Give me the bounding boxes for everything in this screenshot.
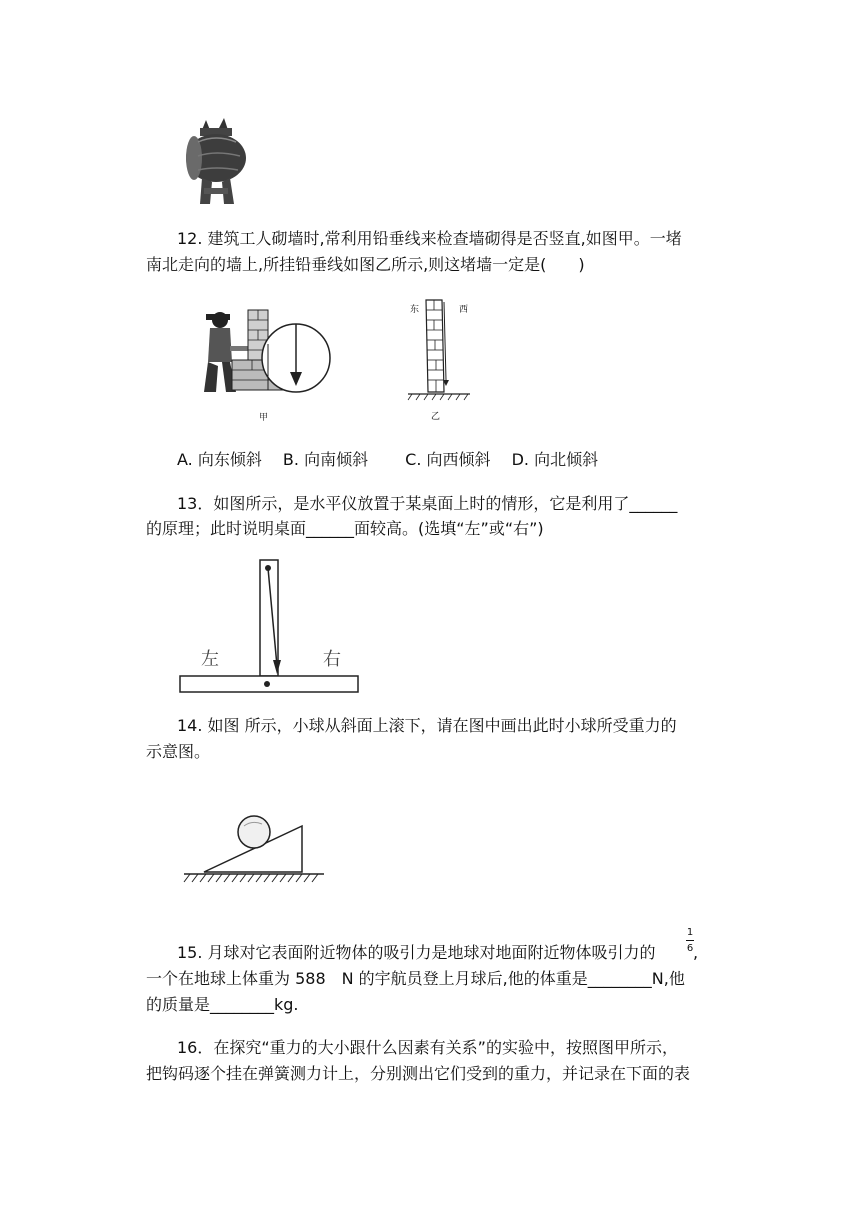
label-yi: 乙 — [431, 412, 441, 422]
q12-options: A. 向东倾斜 B. 向南倾斜 C. 向西倾斜 D. 向北倾斜 — [177, 450, 599, 469]
label-west: 西 — [459, 305, 469, 315]
q13-line2: 的原理；此时说明桌面______面较高。(选填“左”或“右”) — [146, 519, 544, 538]
q15-line3: 的质量是________kg. — [146, 995, 299, 1014]
ball-incline-figure — [182, 806, 328, 888]
q14-line2: 示意图。 — [146, 742, 211, 761]
level-instrument-figure — [178, 556, 360, 696]
q16-line2: 把钩码逐个挂在弹簧测力计上，分别测出它们受到的重力，并记录在下面的表 — [146, 1064, 691, 1083]
q15-line2: 一个在地球上体重为 588 N 的宇航员登上月球后,他的体重是________N,他 — [146, 969, 685, 988]
q14-line1: 14. 如图 所示，小球从斜面上滚下，请在图中画出此时小球所受重力的 — [177, 716, 677, 735]
q13-line1: 13．如图所示，是水平仪放置于某桌面上时的情形，它是利用了______ — [177, 494, 678, 513]
label-right: 右 — [323, 649, 341, 670]
q16-line1: 16．在探究“重力的大小跟什么因素有关系”的实验中，按照图甲所示， — [177, 1038, 678, 1057]
q15-line1: 15. 月球对它表面附近物体的吸引力是地球对地面附近物体吸引力的 — [177, 943, 656, 962]
label-east: 东 — [410, 305, 420, 315]
figure-jia-worker-plumb — [192, 300, 342, 400]
fraction-tail: , — [693, 943, 699, 962]
label-jia: 甲 — [259, 413, 269, 423]
q12-line1: 12. 建筑工人砌墙时,常利用铅垂线来检查墙砌得是否竖直,如图甲。一堵 — [177, 229, 682, 248]
fraction-numerator: 1 — [686, 927, 694, 938]
bronze-drum-figure — [180, 112, 250, 212]
fraction-bar — [686, 940, 694, 941]
label-left: 左 — [201, 649, 219, 670]
q12-line2: 南北走向的墙上,所挂铅垂线如图乙所示,则这堵墙一定是( ) — [146, 255, 585, 274]
fraction-denominator: 6 — [686, 943, 694, 954]
